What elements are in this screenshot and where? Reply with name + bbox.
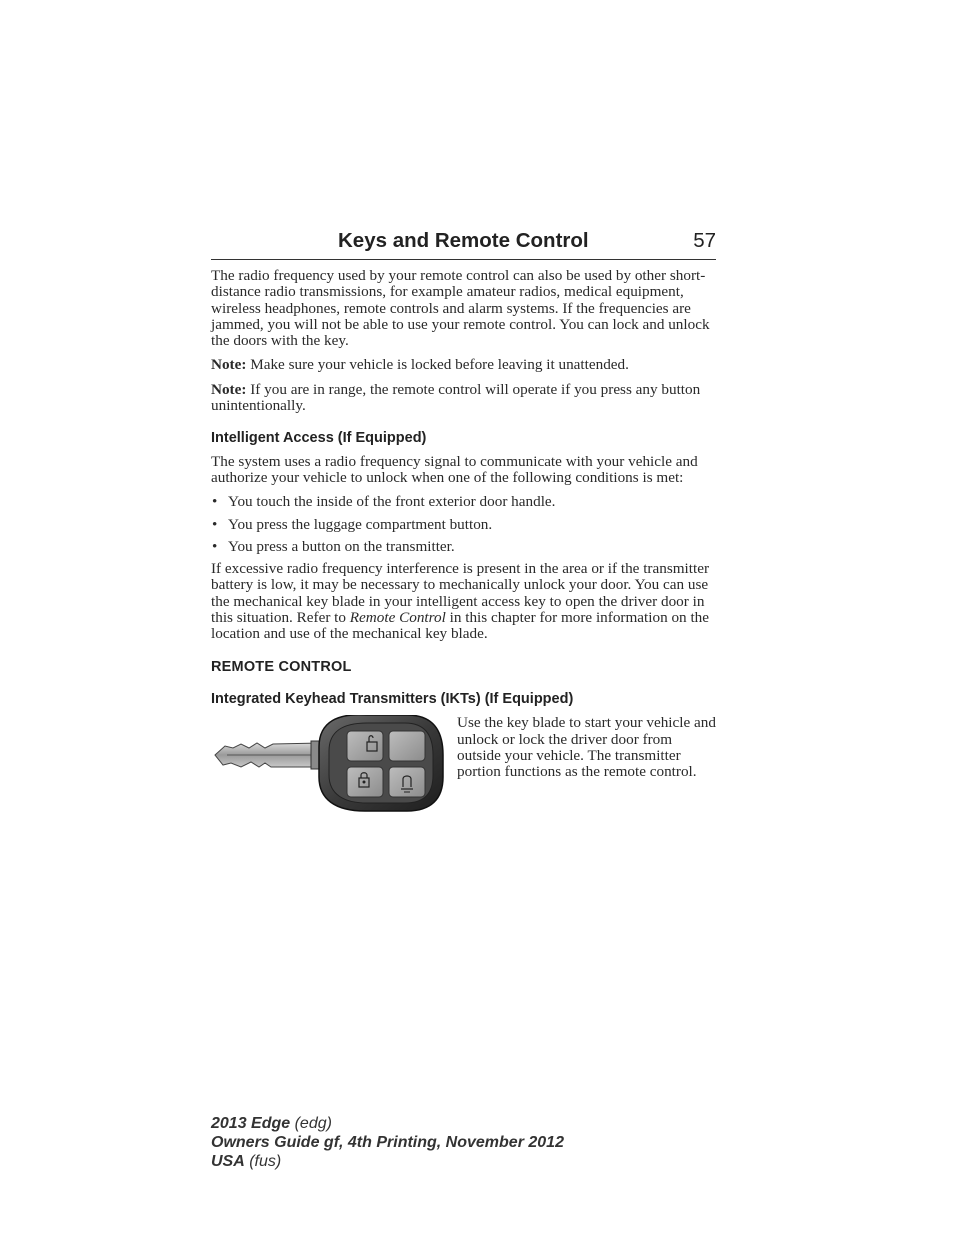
- page-body: [211, 268, 716, 815]
- ikt-paragraph: Use the key blade to start your vehicle and unlock or lock the driver door from outside your vehicle. The transmitter portion functions as the remote control.: [457, 714, 716, 781]
- list-item-text: You press the luggage compartment button.: [228, 515, 493, 533]
- paragraph-text: in this chapter for more information on the location and use of the mechanical key blade.: [211, 609, 710, 643]
- footer-guide: [211, 1133, 564, 1152]
- list-item: [211, 494, 716, 510]
- note-label: Note:: [211, 380, 247, 398]
- footer-market: [211, 1152, 564, 1171]
- model-code: (edg): [290, 1115, 332, 1132]
- intelligent-access-heading: Intelligent Access (If Equipped): [211, 430, 427, 447]
- ikt-section: [211, 715, 716, 815]
- list-item: [211, 517, 716, 533]
- page-number: 57: [693, 229, 716, 252]
- market-code: (fus): [244, 1153, 282, 1170]
- note-locked: [211, 357, 716, 373]
- guide-edition: Owners Guide gf, 4th Printing, November 2012: [211, 1134, 564, 1151]
- model-name: 2013 Edge: [211, 1115, 291, 1132]
- chapter-title: Keys and Remote Control: [338, 229, 589, 252]
- list-item: [211, 539, 716, 555]
- paragraph-text: If excessive radio frequency interference is present in the area or if the transmitter battery is low, it may be necessary to mechanically unlock your door. You can use the mechanical key blade in your intelligent access key to open the driver door in this situation. Refer to: [211, 560, 709, 627]
- market-name: USA: [211, 1153, 245, 1170]
- page-footer: [211, 1114, 564, 1171]
- interference-paragraph: [211, 561, 716, 642]
- note-text: Make sure your vehicle is locked before leaving it unattended.: [246, 356, 629, 374]
- bullet-icon: •: [212, 493, 218, 511]
- list-item-text: You touch the inside of the front exterior door handle.: [228, 493, 556, 511]
- remote-control-reference: Remote Control: [349, 609, 446, 627]
- bullet-icon: •: [212, 537, 218, 555]
- note-text: If you are in range, the remote control will operate if you press any button unintentionally.: [211, 380, 701, 415]
- key-transmitter-illustration: [211, 715, 451, 815]
- note-range: [211, 382, 716, 415]
- note-label: Note:: [211, 356, 247, 374]
- intelligent-access-paragraph: The system uses a radio frequency signal to communicate with your vehicle and authorize your vehicle to unlock when one of the following conditions is met:: [211, 452, 698, 486]
- page-header: [211, 229, 716, 260]
- bullet-icon: •: [212, 515, 218, 533]
- ikt-heading: Integrated Keyhead Transmitters (IKTs) (If Equipped): [211, 690, 574, 707]
- list-item-text: You press a button on the transmitter.: [228, 537, 455, 555]
- footer-model: [211, 1114, 564, 1133]
- conditions-list: [211, 494, 716, 555]
- intro-paragraph: The radio frequency used by your remote control can also be used by other short-distance radio transmissions, for example amateur radios, medical equipment, wireless headphones, remote controls and alarm systems. If the frequencies are jammed, you will not be able to use your remote control. You can lock and unlock the doors with the key.: [211, 267, 710, 350]
- remote-control-heading: REMOTE CONTROL: [211, 658, 352, 675]
